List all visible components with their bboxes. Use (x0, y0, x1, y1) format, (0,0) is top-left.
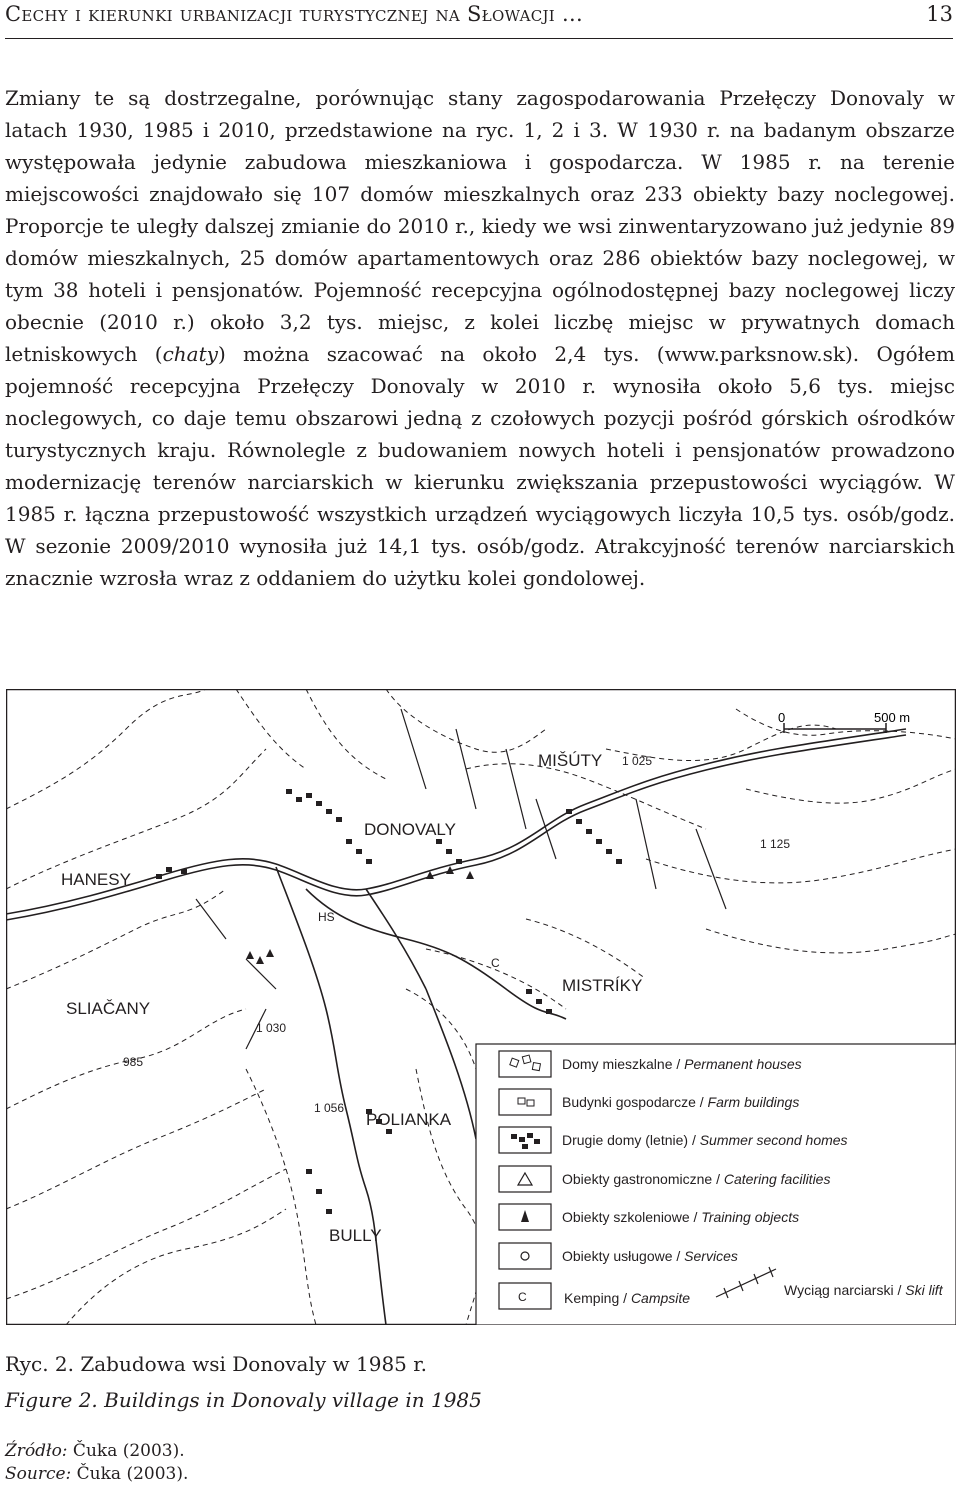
body-paragraph (5, 82, 955, 594)
legend-label-1: Domy mieszkalne / Permanent houses (562, 1056, 802, 1072)
source-en-label: Source: (5, 1464, 72, 1484)
elevation-1125: 1 125 (760, 837, 791, 851)
place-polianka: POLIANKA (366, 1110, 452, 1129)
place-donovaly: DONOVALY (364, 820, 456, 839)
place-misuty: MIŠÚTY (538, 751, 603, 770)
legend-label-2: Budynki gospodarcze / Farm buildings (562, 1094, 800, 1110)
campsite-symbol: C (518, 1290, 527, 1304)
source-pl-label: Źródło: (5, 1441, 68, 1461)
legend-label-campsite: Kemping / Campsite (564, 1290, 691, 1306)
figure-caption-en: Figure 2. Buildings in Donovaly village in 1985 (5, 1388, 482, 1412)
paragraph-part-2: ) można szacować na około 2,4 tys. (www.parksnow.sk). Ogółem pojemność recepcyjna Przełęczy Donovaly w 2010 r. wynosiła około 5,6 tys. miejsc noclegowych, co daje temu obszarowi jedną z czołowych pozycji pośród górskich ośrodków turystycznych kraju. Równolegle z budowaniem nowych hoteli i pensjonatów prowadzono modernizację terenów narciarskich w kierunku zwiększania przepustowości wyciągów. W 1985 r. łączna przepustowość wszystkich urządzeń wyciągowych liczyła 10,5 tys. osób/godz. W sezonie 2009/2010 wynosiła już 14,1 tys. osób/godz. Atrakcyjność terenów narciarskich znacznie wzrosła wraz z oddaniem do użytku kolei gondolowej. (5, 342, 955, 590)
legend-label-ski-lift: Wyciąg narciarski / Ski lift (784, 1282, 943, 1298)
abbr-c: C (491, 956, 500, 970)
source-pl-text: Čuka (2003). (67, 1441, 185, 1461)
place-sliacany: SLIAČANY (66, 999, 151, 1018)
elevation-1056: 1 056 (314, 1101, 345, 1115)
services-symbol (521, 1252, 529, 1260)
legend-label-4: Obiekty gastronomiczne / Catering facilities (562, 1171, 831, 1187)
page-number: 13 (926, 2, 953, 26)
paragraph-italic-term: chaty (162, 342, 218, 366)
legend-label-6: Obiekty usługowe / Services (562, 1248, 738, 1264)
scale-end-label: 500 m (874, 710, 911, 725)
source-en-text: Čuka (2003). (71, 1464, 189, 1484)
figure-caption-pl: Ryc. 2. Zabudowa wsi Donovaly w 1985 r. (5, 1352, 427, 1376)
elevation-985: 985 (123, 1055, 144, 1069)
source-pl (5, 1441, 185, 1461)
elevation-1025: 1 025 (622, 754, 653, 768)
place-mistriky: MISTRÍKY (562, 976, 643, 995)
place-hanesy: HANESY (61, 870, 131, 889)
legend-label-3: Drugie domy (letnie) / Summer second homes (562, 1132, 848, 1148)
map-legend (476, 1044, 956, 1325)
legend-label-5: Obiekty szkoleniowe / Training objects (562, 1209, 800, 1225)
donovaly-map (6, 689, 956, 1325)
running-title: Cechy i kierunki urbanizacji turystycznej na Słowacji ... (5, 2, 583, 26)
abbr-hs: HS (318, 910, 335, 924)
elevation-1030: 1 030 (256, 1021, 287, 1035)
running-header (5, 2, 953, 39)
paragraph-part-1: Zmiany te są dostrzegalne, porównując stany zagospodarowania Przełęczy Donovaly w latach 1930, 1985 i 2010, przedstawione na ryc. 1, 2 i 3. W 1930 r. na badanym obszarze występowała jedynie zabudowa mieszkaniowa i gospodarcza. W 1985 r. na terenie miejscowości znajdowało się 107 domów mieszkalnych oraz 233 obiekty bazy noclegowej. Proporcje te uległy dalszej zmianie do 2010 r., kiedy we wsi zinwentaryzowano już jedynie 89 domów mieszkalnych, 25 domów apartamentowych oraz 286 obiektów bazy noclegowej, w tym 38 hoteli i pensjonatów. Pojemność recepcyjna ogólnodostępnej bazy noclegowej liczy obecnie (2010 r.) około 3,2 tys. miejsc, z kolei liczbę miejsc w prywatnych domach letniskowych ( (5, 86, 955, 366)
scale-start-label: 0 (778, 710, 786, 725)
place-bully: BULLY (329, 1226, 382, 1245)
source-en (5, 1464, 188, 1484)
